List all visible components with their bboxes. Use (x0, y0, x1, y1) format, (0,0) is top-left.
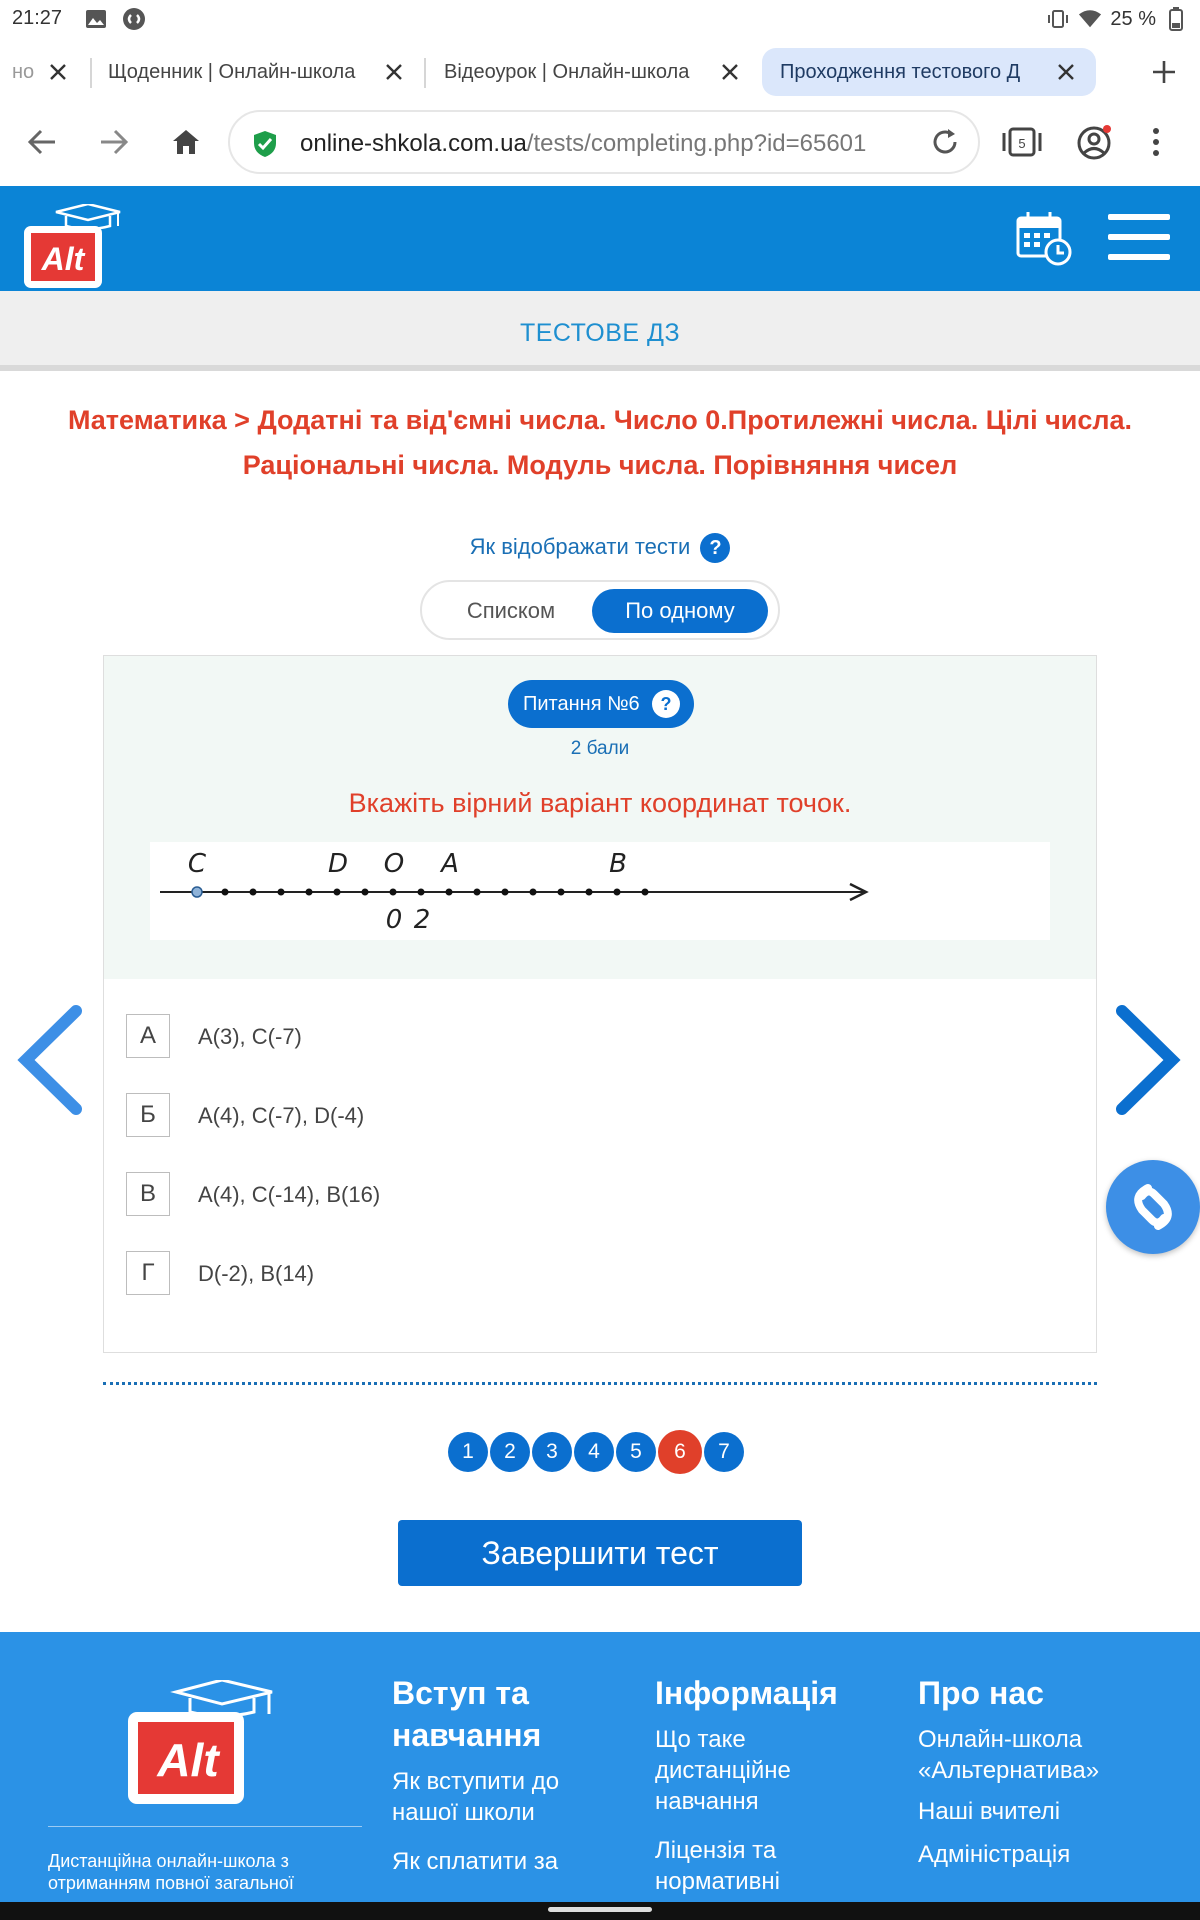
point-label-b: B (609, 849, 627, 879)
answer-option[interactable] (126, 1251, 1066, 1330)
display-mode-text: Як відображати тести (469, 533, 691, 559)
answer-key[interactable]: В (126, 1172, 170, 1216)
footer-link[interactable]: Як сплатити за (392, 1848, 559, 1875)
footer-divider (48, 1826, 362, 1827)
number-line-tick (222, 889, 229, 896)
footer-logo-text: Alt (157, 1734, 219, 1786)
close-tab-icon[interactable] (716, 58, 744, 86)
answer-text[interactable]: A(3), C(-7) (198, 1024, 302, 1049)
next-question-arrow-icon[interactable] (1112, 1005, 1182, 1115)
section-bar (0, 291, 1200, 371)
point-label-d: D (327, 849, 349, 879)
number-line-tick (390, 889, 397, 896)
shazam-notification-icon (122, 7, 146, 31)
number-line-tick (642, 889, 649, 896)
footer-link[interactable]: Як вступити до нашої школи (392, 1768, 560, 1826)
site-logo[interactable] (22, 204, 126, 290)
shazam-icon (1106, 1160, 1200, 1254)
close-tab-icon[interactable] (1052, 58, 1080, 86)
number-line-figure (150, 842, 1050, 940)
number-line-tick (530, 889, 537, 896)
footer-link[interactable]: Адміністрація (918, 1841, 1071, 1868)
question-card (103, 655, 1097, 1353)
page-button[interactable]: 4 (574, 1432, 614, 1472)
answer-text[interactable]: A(4), C(-14), B(16) (198, 1182, 381, 1207)
page-button[interactable]: 5 (616, 1432, 656, 1472)
answer-option[interactable] (126, 1172, 1066, 1251)
forward-button[interactable] (92, 120, 136, 164)
browser-toolbar (0, 108, 1200, 176)
answer-option[interactable] (126, 1014, 1066, 1093)
number-line-tick (306, 889, 313, 896)
new-tab-button[interactable] (1146, 54, 1182, 90)
home-button[interactable] (164, 120, 208, 164)
close-tab-icon[interactable] (44, 58, 72, 86)
previous-question-arrow-icon[interactable] (16, 1005, 86, 1115)
tab-title: Проходження тестового Д (780, 60, 1021, 83)
number-line-tick (558, 889, 565, 896)
tab-count: 5 (1018, 136, 1026, 151)
view-list-option[interactable]: Списком (466, 598, 556, 623)
battery-percent: 25 % (1110, 7, 1156, 30)
subject-line-1: Математика > Додатні та від'ємні числа. Число 0.Протилежні числа. Цілі числа. (67, 405, 1133, 435)
number-line-tick (502, 889, 509, 896)
answer-key[interactable]: Г (126, 1251, 170, 1295)
site-header (0, 186, 1200, 291)
tab-title: Щоденник | Онлайн-школа (108, 60, 356, 83)
gallery-notification-icon (84, 7, 108, 31)
footer-column-title: Інформація (655, 1675, 838, 1711)
close-tab-icon[interactable] (380, 58, 408, 86)
tab-switcher-button[interactable] (1000, 120, 1044, 164)
footer-column-title: Про нас (918, 1675, 1044, 1711)
status-bar (0, 0, 1200, 40)
number-line-tick (586, 889, 593, 896)
url-path: /tests/completing.php?id=65601 (526, 130, 867, 157)
url-text[interactable] (300, 130, 900, 158)
tab-title: но (12, 60, 35, 83)
wifi-icon (1078, 7, 1102, 31)
point-label-o: O (383, 849, 405, 879)
answer-option[interactable] (126, 1093, 1066, 1172)
status-time: 21:27 (12, 7, 63, 29)
display-mode-toggle (420, 580, 780, 640)
tick-label-0: 0 (385, 905, 403, 935)
section-title: ТЕСТОВЕ ДЗ (519, 319, 681, 347)
number-line-tick (334, 889, 341, 896)
question-text: Вкажіть вірний варіант координат точок. (348, 788, 852, 818)
number-line-tick (250, 889, 257, 896)
view-one-option[interactable]: По одному (592, 589, 768, 633)
separator (103, 1382, 1097, 1385)
number-line-tick (474, 889, 481, 896)
battery-icon (1164, 7, 1188, 31)
question-badge (508, 680, 694, 728)
subject-breadcrumb (50, 398, 1150, 488)
shazam-floating-button[interactable] (1106, 1160, 1200, 1254)
more-menu-icon[interactable] (1134, 120, 1178, 164)
answer-text[interactable]: A(4), C(-7), D(-4) (198, 1103, 365, 1128)
tab-diary[interactable] (108, 48, 408, 96)
calendar-icon[interactable] (1016, 210, 1072, 266)
tab-test-active[interactable] (762, 48, 1096, 96)
answer-key[interactable]: А (126, 1014, 170, 1058)
site-footer (0, 1632, 1200, 1902)
tab-video-lesson[interactable] (444, 48, 744, 96)
logo-text: Alt (41, 241, 85, 277)
number-line-tick (614, 889, 621, 896)
tab-title: Відеоурок | Онлайн-школа (444, 60, 690, 83)
question-header (104, 656, 1096, 979)
number-line-tick (418, 889, 425, 896)
reload-icon[interactable] (930, 127, 960, 162)
question-points: 2 бали (570, 738, 630, 759)
system-navigation-bar (0, 1902, 1200, 1920)
page-button[interactable]: 1 (448, 1432, 488, 1472)
footer-column-info (655, 1672, 855, 1902)
tab-partial[interactable] (12, 48, 72, 96)
home-gesture-handle[interactable] (548, 1907, 652, 1912)
vibrate-icon (1046, 7, 1070, 31)
footer-column-about (918, 1672, 1168, 1888)
footer-column-title: Вступ та навчання (392, 1675, 542, 1753)
hamburger-menu-icon[interactable] (1108, 214, 1170, 260)
footer-description: Дистанційна онлайн-школа з отриманням повної загальної (48, 1851, 294, 1893)
page-button[interactable]: 2 (490, 1432, 530, 1472)
tick-label-2: 2 (413, 905, 431, 935)
browser-tab-strip (0, 48, 1200, 100)
answer-key[interactable]: Б (126, 1093, 170, 1137)
number-line-tick (446, 889, 453, 896)
url-host: online-shkola.com.ua (300, 130, 527, 157)
footer-column-admission (392, 1672, 612, 1895)
help-icon[interactable]: ? (700, 533, 730, 563)
footer-logo[interactable] (126, 1680, 276, 1806)
address-bar[interactable] (228, 110, 980, 174)
question-help-icon[interactable]: ? (652, 690, 680, 718)
number-line-tick (278, 889, 285, 896)
number-line-point (192, 887, 202, 897)
finish-test-button[interactable]: Завершити тест (398, 1520, 802, 1586)
answer-text[interactable]: D(-2), B(14) (198, 1261, 315, 1286)
question-pagination (448, 1432, 744, 1474)
question-number: Питання №6 (523, 693, 640, 715)
answer-list (126, 1014, 1066, 1330)
page-button[interactable]: 7 (704, 1432, 744, 1472)
point-label-a: A (441, 849, 459, 879)
page-button[interactable]: 3 (532, 1432, 572, 1472)
subject-line-2: Раціональні числа. Модуль числа. Порівняння чисел (242, 450, 958, 480)
point-label-c: C (187, 849, 207, 879)
page-button[interactable]: 6 (658, 1430, 702, 1474)
back-button[interactable] (20, 120, 64, 164)
footer-link[interactable]: Онлайн-школа «Альтернатива» (918, 1726, 1100, 1784)
footer-link[interactable]: Ліцензія та нормативні (655, 1837, 781, 1895)
footer-link[interactable]: Що таке дистанційне навчання (655, 1726, 791, 1815)
secure-shield-icon[interactable] (252, 130, 278, 163)
display-mode-label (0, 533, 1200, 563)
footer-link[interactable]: Наші вчителі (918, 1798, 1061, 1825)
number-line-tick (362, 889, 369, 896)
profile-button[interactable] (1072, 120, 1116, 164)
